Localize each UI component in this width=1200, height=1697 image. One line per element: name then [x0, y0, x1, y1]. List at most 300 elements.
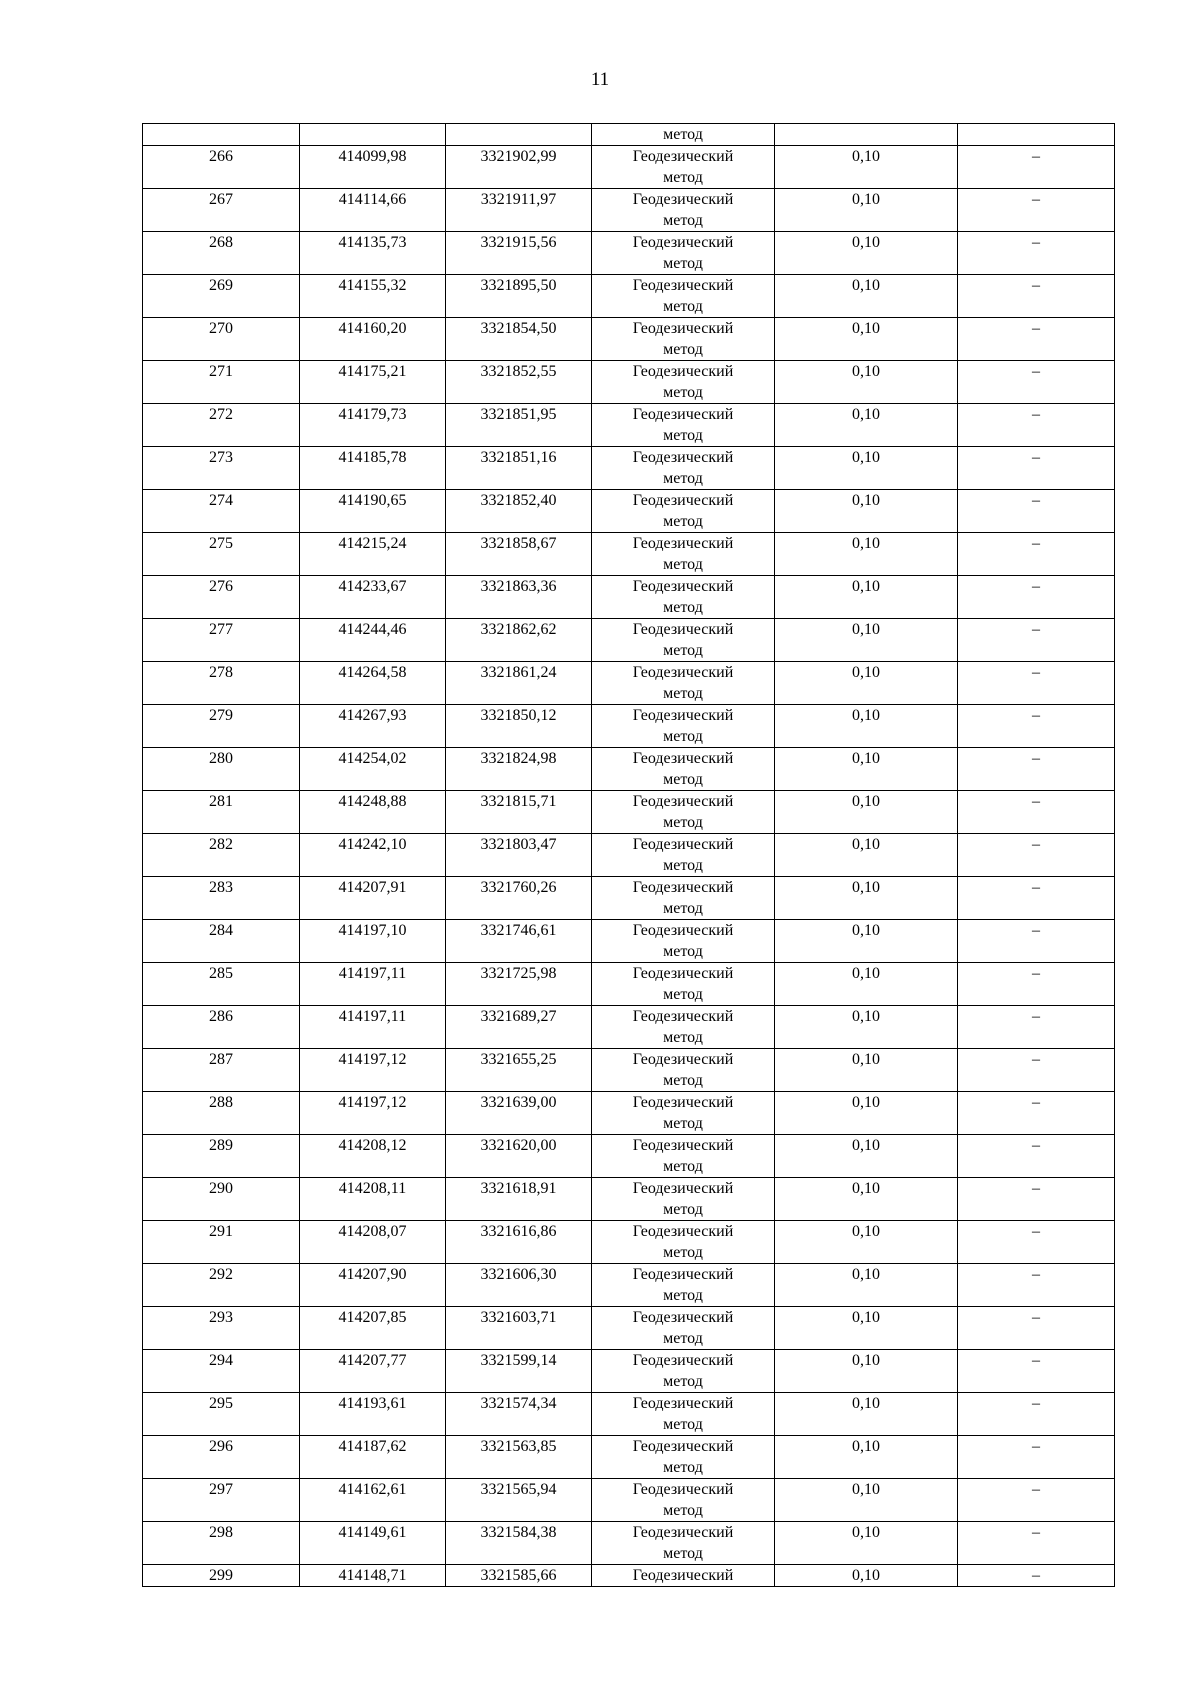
table-row — [143, 1092, 1115, 1135]
cell-x: 414155,32 — [300, 275, 446, 318]
cell-y — [446, 124, 592, 146]
method-line-2: метод — [663, 1330, 703, 1347]
method-line-1: Геодезический — [632, 1352, 734, 1369]
cell-description: – — [958, 1393, 1115, 1436]
method-line-1: Геодезический — [632, 1266, 734, 1283]
cell-x: 414207,85 — [300, 1307, 446, 1350]
cell-precision — [775, 124, 958, 146]
cell-y: 3321803,47 — [446, 834, 592, 877]
method-line-2: метод — [663, 298, 703, 315]
table-row — [143, 404, 1115, 447]
coordinates-table-body — [143, 124, 1115, 1587]
cell-method — [592, 1436, 775, 1479]
cell-description: – — [958, 748, 1115, 791]
method-line-1: Геодезический — [632, 1223, 734, 1240]
cell-description: – — [958, 1006, 1115, 1049]
cell-x: 414267,93 — [300, 705, 446, 748]
cell-x: 414254,02 — [300, 748, 446, 791]
cell-y: 3321911,97 — [446, 189, 592, 232]
cell-description: – — [958, 447, 1115, 490]
table-row — [143, 1221, 1115, 1264]
cell-number: 275 — [143, 533, 300, 576]
cell-description: – — [958, 1221, 1115, 1264]
method-line-2: метод — [663, 556, 703, 573]
cell-precision: 0,10 — [775, 361, 958, 404]
cell-x: 414185,78 — [300, 447, 446, 490]
cell-method — [592, 447, 775, 490]
cell-x: 414135,73 — [300, 232, 446, 275]
table-row — [143, 1264, 1115, 1307]
cell-number: 297 — [143, 1479, 300, 1522]
cell-description: – — [958, 146, 1115, 189]
cell-method — [592, 1350, 775, 1393]
cell-y: 3321655,25 — [446, 1049, 592, 1092]
cell-precision: 0,10 — [775, 1049, 958, 1092]
cell-x: 414233,67 — [300, 576, 446, 619]
cell-y: 3321725,98 — [446, 963, 592, 1006]
cell-x: 414208,11 — [300, 1178, 446, 1221]
coordinates-table — [142, 123, 1115, 1587]
cell-number: 298 — [143, 1522, 300, 1565]
cell-method — [592, 490, 775, 533]
cell-description: – — [958, 318, 1115, 361]
cell-method — [592, 1092, 775, 1135]
cell-number: 289 — [143, 1135, 300, 1178]
method-line-1: Геодезический — [632, 1008, 734, 1025]
method-line-1: Геодезический — [632, 750, 734, 767]
method-line-2: метод — [663, 470, 703, 487]
table-row — [143, 1479, 1115, 1522]
cell-precision: 0,10 — [775, 275, 958, 318]
cell-description: – — [958, 1264, 1115, 1307]
cell-description: – — [958, 1522, 1115, 1565]
cell-y: 3321616,86 — [446, 1221, 592, 1264]
method-line-1: Геодезический — [632, 492, 734, 509]
cell-method — [592, 1522, 775, 1565]
method-line-1: Геодезический — [632, 406, 734, 423]
cell-method — [592, 1479, 775, 1522]
method-line-2: метод — [663, 1545, 703, 1562]
cell-method — [592, 1393, 775, 1436]
cell-x: 414114,66 — [300, 189, 446, 232]
cell-precision: 0,10 — [775, 318, 958, 361]
cell-y: 3321815,71 — [446, 791, 592, 834]
table-row — [143, 533, 1115, 576]
method-line-2: метод — [663, 427, 703, 444]
cell-precision: 0,10 — [775, 189, 958, 232]
method-line-2: метод — [663, 1502, 703, 1519]
method-line-1: Геодезический — [632, 1137, 734, 1154]
cell-y: 3321620,00 — [446, 1135, 592, 1178]
cell-method — [592, 1264, 775, 1307]
cell-x: 414197,12 — [300, 1092, 446, 1135]
cell-method — [592, 834, 775, 877]
cell-y: 3321574,34 — [446, 1393, 592, 1436]
table-row — [143, 361, 1115, 404]
table-row — [143, 748, 1115, 791]
cell-method — [592, 619, 775, 662]
cell-description: – — [958, 1436, 1115, 1479]
cell-precision: 0,10 — [775, 533, 958, 576]
table-row — [143, 1522, 1115, 1565]
cell-y: 3321902,99 — [446, 146, 592, 189]
cell-method — [592, 189, 775, 232]
method-line-1: Геодезический — [632, 320, 734, 337]
cell-number — [143, 124, 300, 146]
cell-method — [592, 1006, 775, 1049]
cell-description: – — [958, 1049, 1115, 1092]
cell-method — [592, 748, 775, 791]
cell-x: 414179,73 — [300, 404, 446, 447]
cell-number: 296 — [143, 1436, 300, 1479]
cell-y: 3321603,71 — [446, 1307, 592, 1350]
table-row — [143, 1436, 1115, 1479]
cell-method — [592, 1221, 775, 1264]
cell-x — [300, 124, 446, 146]
table-row — [143, 1135, 1115, 1178]
cell-x: 414197,11 — [300, 1006, 446, 1049]
page-number: 11 — [590, 69, 610, 90]
cell-number: 295 — [143, 1393, 300, 1436]
cell-method — [592, 662, 775, 705]
cell-description: – — [958, 705, 1115, 748]
cell-precision: 0,10 — [775, 791, 958, 834]
cell-precision: 0,10 — [775, 490, 958, 533]
table-row — [143, 1178, 1115, 1221]
method-line-2: метод — [663, 642, 703, 659]
cell-number: 276 — [143, 576, 300, 619]
cell-method — [592, 963, 775, 1006]
cell-x: 414160,20 — [300, 318, 446, 361]
method-line-2: метод — [663, 1287, 703, 1304]
cell-y: 3321851,95 — [446, 404, 592, 447]
cell-number: 273 — [143, 447, 300, 490]
method-line-1: Геодезический — [632, 836, 734, 853]
cell-description: – — [958, 662, 1115, 705]
cell-x: 414197,11 — [300, 963, 446, 1006]
method-line-2: метод — [663, 384, 703, 401]
method-line-1: Геодезический — [632, 1309, 734, 1326]
method-line-1: Геодезический — [632, 621, 734, 638]
cell-number: 284 — [143, 920, 300, 963]
cell-number: 287 — [143, 1049, 300, 1092]
method-line-1: Геодезический — [632, 1438, 734, 1455]
cell-number: 277 — [143, 619, 300, 662]
cell-number: 280 — [143, 748, 300, 791]
cell-precision: 0,10 — [775, 748, 958, 791]
cell-y: 3321606,30 — [446, 1264, 592, 1307]
cell-method — [592, 1565, 775, 1587]
table-row — [143, 318, 1115, 361]
continuation-row — [143, 124, 1115, 146]
cell-y: 3321689,27 — [446, 1006, 592, 1049]
method-line-1: Геодезический — [632, 879, 734, 896]
cell-description: – — [958, 1092, 1115, 1135]
cell-method — [592, 576, 775, 619]
cell-number: 270 — [143, 318, 300, 361]
cell-description: – — [958, 576, 1115, 619]
table-row — [143, 619, 1115, 662]
table-row — [143, 1307, 1115, 1350]
cell-y: 3321863,36 — [446, 576, 592, 619]
cell-y: 3321915,56 — [446, 232, 592, 275]
cell-description: – — [958, 1350, 1115, 1393]
table-row — [143, 834, 1115, 877]
table-row — [143, 963, 1115, 1006]
cell-precision: 0,10 — [775, 576, 958, 619]
table-row — [143, 791, 1115, 834]
cell-precision: 0,10 — [775, 877, 958, 920]
table-row — [143, 576, 1115, 619]
cell-y: 3321585,66 — [446, 1565, 592, 1587]
cell-method — [592, 533, 775, 576]
cell-description: – — [958, 232, 1115, 275]
table-row — [143, 490, 1115, 533]
method-line-2: метод — [663, 1158, 703, 1175]
cell-description: – — [958, 1479, 1115, 1522]
cell-description: – — [958, 189, 1115, 232]
method-line-2: метод — [663, 1115, 703, 1132]
cell-precision: 0,10 — [775, 1006, 958, 1049]
method-line-2: метод — [663, 169, 703, 186]
cell-precision: 0,10 — [775, 1092, 958, 1135]
method-line-2: метод — [663, 728, 703, 745]
method-line-2: метод — [663, 212, 703, 229]
cell-description: – — [958, 791, 1115, 834]
table-row — [143, 662, 1115, 705]
cell-number: 282 — [143, 834, 300, 877]
method-line-2: метод — [663, 341, 703, 358]
cell-y: 3321746,61 — [446, 920, 592, 963]
cell-y: 3321895,50 — [446, 275, 592, 318]
cell-precision: 0,10 — [775, 1393, 958, 1436]
method-line-1: Геодезический — [632, 793, 734, 810]
cell-precision: 0,10 — [775, 1565, 958, 1587]
table-row — [143, 1393, 1115, 1436]
cell-method — [592, 920, 775, 963]
method-line-1: Геодезический — [632, 535, 734, 552]
method-line-1: Геодезический — [632, 1481, 734, 1498]
method-line-1: Геодезический — [632, 965, 734, 982]
cell-description: – — [958, 920, 1115, 963]
cell-precision: 0,10 — [775, 1436, 958, 1479]
cell-y: 3321858,67 — [446, 533, 592, 576]
cell-number: 291 — [143, 1221, 300, 1264]
table-row — [143, 189, 1115, 232]
cell-x: 414242,10 — [300, 834, 446, 877]
cell-method — [592, 318, 775, 361]
method-line-2: метод — [663, 1244, 703, 1261]
cell-x: 414162,61 — [300, 1479, 446, 1522]
cell-y: 3321862,62 — [446, 619, 592, 662]
cell-description: – — [958, 361, 1115, 404]
cell-y: 3321852,40 — [446, 490, 592, 533]
cell-description: – — [958, 877, 1115, 920]
cell-number: 274 — [143, 490, 300, 533]
cell-precision: 0,10 — [775, 1307, 958, 1350]
table-row — [143, 146, 1115, 189]
method-line-2: метод — [663, 986, 703, 1003]
cell-number: 292 — [143, 1264, 300, 1307]
cell-description — [958, 124, 1115, 146]
method-line-1: Геодезический — [632, 1395, 734, 1412]
cell-y: 3321851,16 — [446, 447, 592, 490]
method-line-2: метод — [663, 900, 703, 917]
cell-precision: 0,10 — [775, 834, 958, 877]
method-line-1: Геодезический — [632, 191, 734, 208]
table-row — [143, 705, 1115, 748]
cell-precision: 0,10 — [775, 920, 958, 963]
cell-number: 288 — [143, 1092, 300, 1135]
cell-x: 414215,24 — [300, 533, 446, 576]
cell-method — [592, 275, 775, 318]
table-row — [143, 920, 1115, 963]
cell-number: 299 — [143, 1565, 300, 1587]
cell-description: – — [958, 1565, 1115, 1587]
cell-description: – — [958, 619, 1115, 662]
cell-x: 414208,12 — [300, 1135, 446, 1178]
method-line-1: Геодезический — [632, 707, 734, 724]
cell-number: 266 — [143, 146, 300, 189]
method-line-1: Геодезический — [632, 1180, 734, 1197]
cell-number: 294 — [143, 1350, 300, 1393]
cell-method — [592, 1135, 775, 1178]
cell-description: – — [958, 1307, 1115, 1350]
cell-method — [592, 146, 775, 189]
cell-method — [592, 361, 775, 404]
cell-precision: 0,10 — [775, 232, 958, 275]
cell-x: 414187,62 — [300, 1436, 446, 1479]
cell-x: 414207,91 — [300, 877, 446, 920]
cell-description: – — [958, 275, 1115, 318]
method-line-2: метод — [663, 943, 703, 960]
cell-y: 3321618,91 — [446, 1178, 592, 1221]
cell-x: 414248,88 — [300, 791, 446, 834]
method-line-2: метод — [663, 1373, 703, 1390]
cell-description: – — [958, 404, 1115, 447]
method-line-1: Геодезический — [632, 1051, 734, 1068]
method-line-1: Геодезический — [632, 664, 734, 681]
cell-y: 3321854,50 — [446, 318, 592, 361]
cell-number: 268 — [143, 232, 300, 275]
cell-x: 414244,46 — [300, 619, 446, 662]
table-row — [143, 877, 1115, 920]
cell-method — [592, 877, 775, 920]
method-line-2: метод — [663, 599, 703, 616]
cell-y: 3321852,55 — [446, 361, 592, 404]
cell-precision: 0,10 — [775, 447, 958, 490]
cell-y: 3321565,94 — [446, 1479, 592, 1522]
table-row — [143, 1049, 1115, 1092]
cell-x: 414190,65 — [300, 490, 446, 533]
cell-description: – — [958, 533, 1115, 576]
cell-number: 279 — [143, 705, 300, 748]
cell-number: 285 — [143, 963, 300, 1006]
cell-description: – — [958, 963, 1115, 1006]
cell-y: 3321861,24 — [446, 662, 592, 705]
cell-precision: 0,10 — [775, 963, 958, 1006]
cell-description: – — [958, 834, 1115, 877]
cell-number: 290 — [143, 1178, 300, 1221]
cell-number: 272 — [143, 404, 300, 447]
method-line-2: метод — [663, 513, 703, 530]
table-row — [143, 275, 1115, 318]
method-line-1: Геодезический — [632, 1094, 734, 1111]
cell-x: 414197,12 — [300, 1049, 446, 1092]
cell-method — [592, 232, 775, 275]
method-line-2: метод — [663, 771, 703, 788]
cell-method — [592, 791, 775, 834]
cell-x: 414148,71 — [300, 1565, 446, 1587]
method-line-2: метод — [663, 685, 703, 702]
cell-method — [592, 1049, 775, 1092]
table-row — [143, 1350, 1115, 1393]
method-line-1: Геодезический — [632, 1567, 734, 1584]
cell-number: 286 — [143, 1006, 300, 1049]
table-row — [143, 232, 1115, 275]
cell-method — [592, 705, 775, 748]
cell-description: – — [958, 1135, 1115, 1178]
cell-x: 414099,98 — [300, 146, 446, 189]
cell-number: 283 — [143, 877, 300, 920]
cell-x: 414207,90 — [300, 1264, 446, 1307]
cell-number: 281 — [143, 791, 300, 834]
cell-x: 414193,61 — [300, 1393, 446, 1436]
method-line-2: метод — [663, 1416, 703, 1433]
method-line-1: Геодезический — [632, 277, 734, 294]
method-line-1: Геодезический — [632, 1524, 734, 1541]
method-line-1: Геодезический — [632, 449, 734, 466]
cell-precision: 0,10 — [775, 1522, 958, 1565]
cell-precision: 0,10 — [775, 146, 958, 189]
cell-precision: 0,10 — [775, 1135, 958, 1178]
method-line-2: метод — [663, 1072, 703, 1089]
cell-x: 414207,77 — [300, 1350, 446, 1393]
method-line-2: метод — [663, 857, 703, 874]
method-line-2: метод — [663, 1201, 703, 1218]
cell-method — [592, 404, 775, 447]
cell-y: 3321850,12 — [446, 705, 592, 748]
cell-y: 3321639,00 — [446, 1092, 592, 1135]
method-line-1: Геодезический — [632, 363, 734, 380]
cell-x: 414175,21 — [300, 361, 446, 404]
cell-precision: 0,10 — [775, 404, 958, 447]
cell-precision: 0,10 — [775, 1479, 958, 1522]
cell-method — [592, 1178, 775, 1221]
cell-x: 414197,10 — [300, 920, 446, 963]
cell-precision: 0,10 — [775, 1350, 958, 1393]
cell-number: 271 — [143, 361, 300, 404]
cell-x: 414149,61 — [300, 1522, 446, 1565]
cell-x: 414264,58 — [300, 662, 446, 705]
cell-precision: 0,10 — [775, 705, 958, 748]
cell-precision: 0,10 — [775, 662, 958, 705]
cell-number: 293 — [143, 1307, 300, 1350]
cell-number: 269 — [143, 275, 300, 318]
cell-method — [592, 1307, 775, 1350]
cell-y: 3321760,26 — [446, 877, 592, 920]
cell-y: 3321824,98 — [446, 748, 592, 791]
cell-description: – — [958, 1178, 1115, 1221]
table-row — [143, 1006, 1115, 1049]
cell-y: 3321563,85 — [446, 1436, 592, 1479]
cell-precision: 0,10 — [775, 1221, 958, 1264]
method-line-2: метод — [663, 1029, 703, 1046]
cell-description: – — [958, 490, 1115, 533]
cell-x: 414208,07 — [300, 1221, 446, 1264]
cell-number: 267 — [143, 189, 300, 232]
cell-precision: 0,10 — [775, 1264, 958, 1307]
